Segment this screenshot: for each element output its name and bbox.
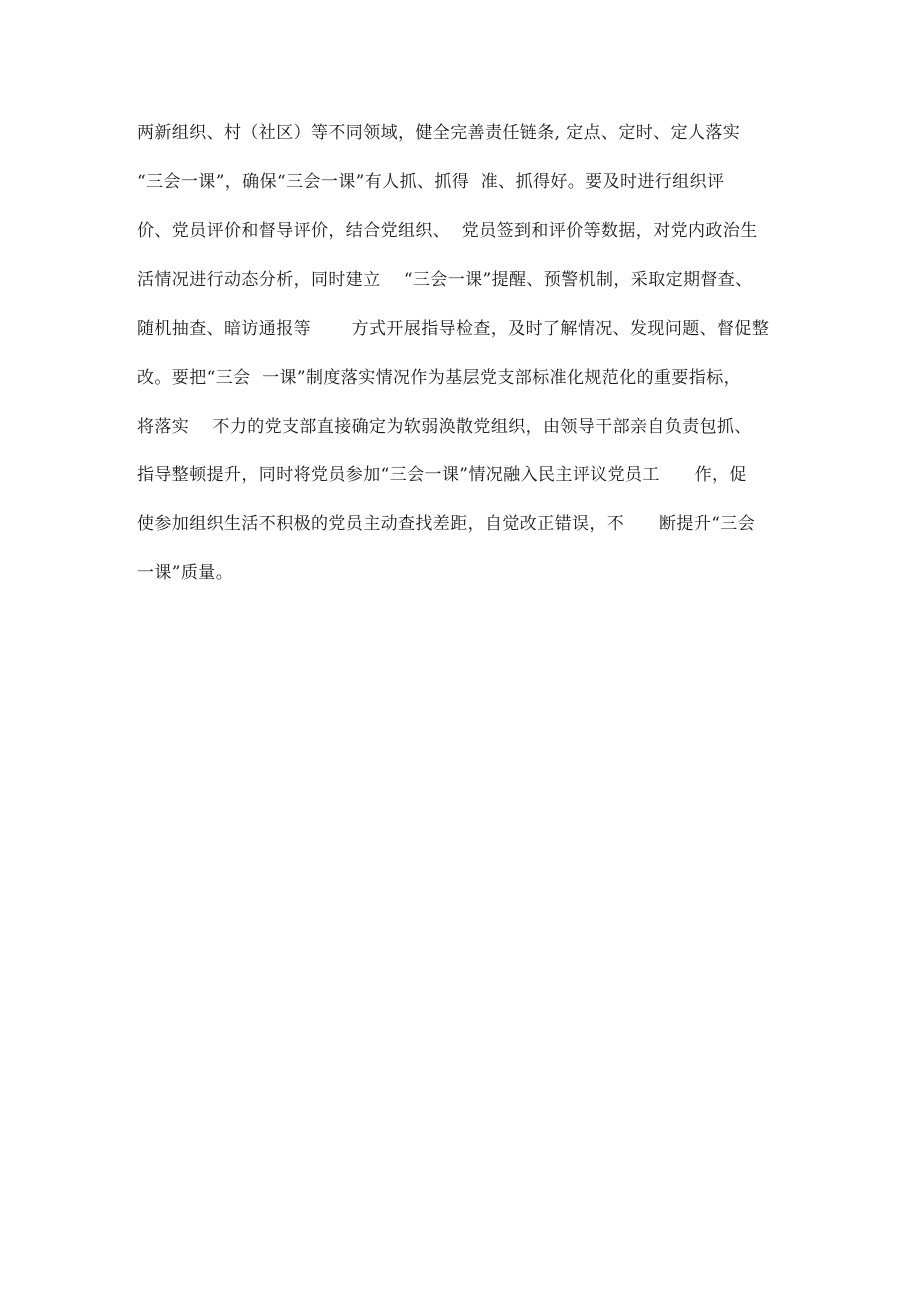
paragraph-line: 活情况进行动态分析，同时建立 “三会一课”提醒、预警机制，采取定期督查、: [137, 270, 753, 290]
paragraph-line: 使参加组织生活不积极的党员主动查找差距，自觉改正错误，不 断提升“三会: [137, 514, 756, 534]
paragraph-line: 一课”质量。: [137, 563, 234, 583]
paragraph-line: 将落实 不力的党支部直接确定为软弱涣散党组织，由领导干部亲自负责包抓、: [137, 417, 752, 437]
paragraph-line: 指导整顿提升，同时将党员参加“三会一课”情况融入民主评议党员工 作，促: [137, 465, 747, 485]
paragraph-line: 价、党员评价和督导评价，结合党组织、 党员签到和评价等数据，对党内政治生: [137, 221, 758, 241]
paragraph-line: “三会一课”，确保“三会一课”有人抓、抓得 准、抓得好。要及时进行组织评: [137, 172, 725, 192]
paragraph-line: 改。要把“三会 一课”制度落实情况作为基层党支部标准化规范化的重要指标，: [137, 368, 741, 388]
paragraph-line: 两新组织、村（社区）等不同领域，健全完善责任链条, 定点、定时、定人落实: [137, 123, 741, 143]
paragraph-line: 随机抽查、暗访通报等 方式开展指导检查，及时了解情况、发现问题、督促整: [137, 319, 770, 339]
